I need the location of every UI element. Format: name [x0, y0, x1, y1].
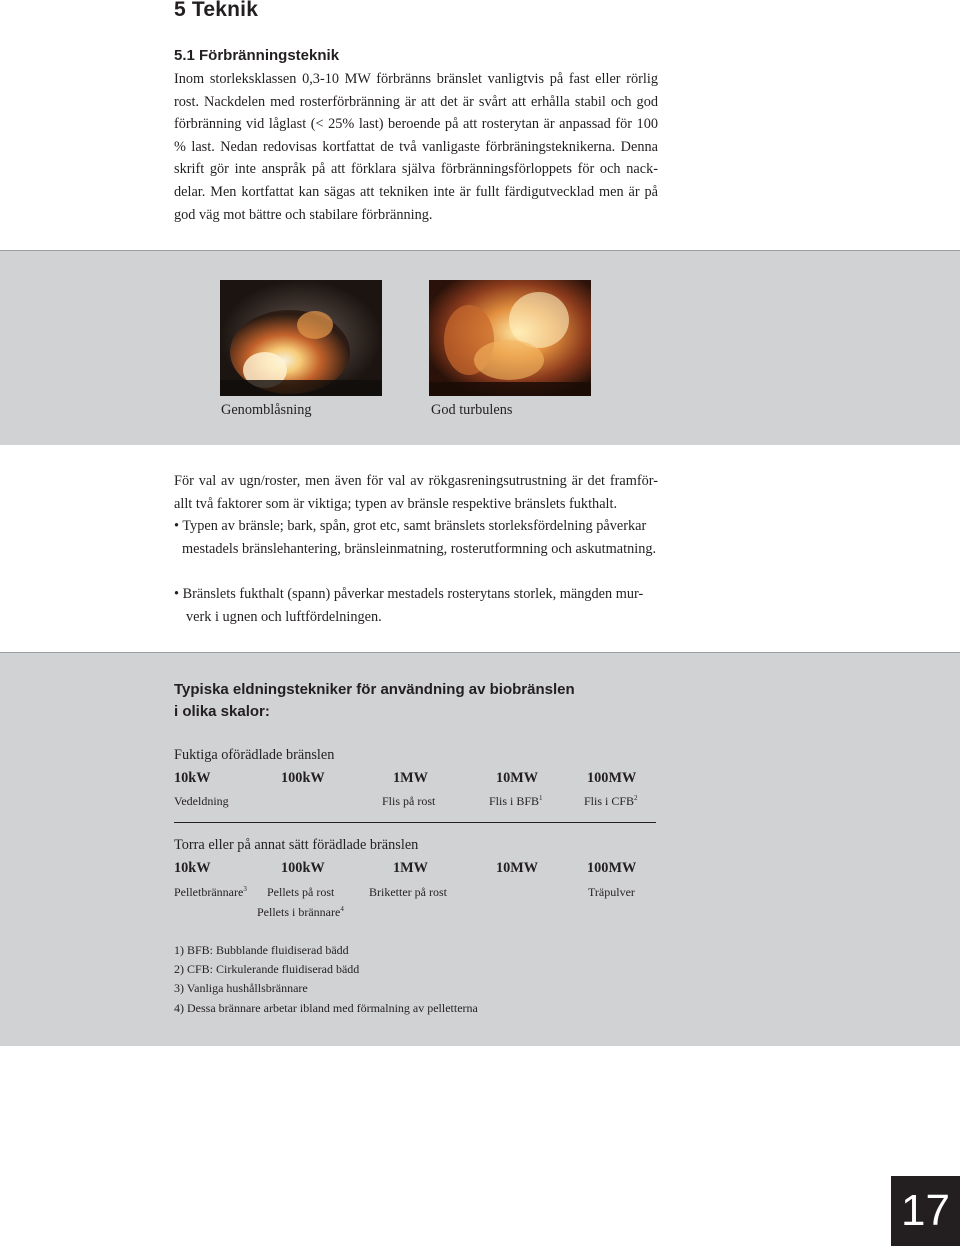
technique-pellets-rost: Pellets på rost — [267, 885, 335, 899]
technique-briketter: Briketter på rost — [369, 885, 447, 899]
technique-trapulver: Träpulver — [588, 885, 635, 899]
footnote: 1) BFB: Bubblande fluidiserad bädd — [174, 943, 349, 957]
bullet-line: verk i ugnen och luftfördelningen. — [186, 608, 382, 625]
moist-fuels-title: Fuktiga oförädlade bränslen — [174, 747, 335, 763]
scale-label: 1MW — [393, 770, 428, 786]
scale-label: 100MW — [587, 770, 637, 786]
table-divider — [174, 822, 656, 823]
scale-label: 10MW — [496, 770, 539, 786]
footnote: 4) Dessa brännare arbetar ibland med förmalning av pelletterna — [174, 1001, 478, 1015]
footnote: 2) CFB: Cirkulerande fluidiserad bädd — [174, 962, 360, 976]
bullet-item — [174, 583, 658, 628]
technique-vedeldning: Vedeldning — [174, 794, 229, 808]
technique-flis-bfb: Flis i BFB$^1$ — [489, 794, 543, 808]
photo-caption: God turbulens — [431, 402, 513, 418]
photo-caption: Genomblåsning — [221, 402, 312, 418]
scale-label: 100kW — [281, 770, 325, 786]
scale-label: 10kW — [174, 860, 211, 876]
table-heading-line: Typiska eldningstekniker för användning av biobränslen — [174, 681, 575, 698]
page-number-box — [891, 1176, 960, 1246]
combustion-photo-god-turbulens — [429, 280, 591, 396]
intro-paragraph: Inom storleksklassen 0,3-10 MW förbränns bränslet vanligtvis på fast eller rörlig rost. Nackdelen med rosterförbränning är att det är svårt att erhålla stabil och god förbränning vid låglast (< 25% last) beroende på att rosterytan är anpassad för 100 % last. Nedan redovisas kortfattat de två vanligaste förbräningsteknikerna. Denna skrift gör inte anspråk på att förklara själva förbränningsförloppets för och nack-delar. Men kortfattat kan sägas att tekniken inte är fullt färdigutvecklad men är på god väg mot bättre och stabilare förbränning. — [174, 71, 658, 223]
footnote: 3) Vanliga hushållsbrännare — [174, 981, 308, 995]
scale-label: 10kW — [174, 770, 211, 786]
photo-band — [0, 250, 960, 445]
table-heading-line: i olika skalor: — [174, 703, 270, 720]
table-heading — [174, 679, 575, 723]
technique-pellets-brannare: Pellets i brännare$^4$ — [257, 905, 344, 919]
bullet-line: • Typen av bränsle; bark, spån, grot etc, samt bränslets storleksfördelning påverkar — [174, 518, 647, 534]
factors-paragraph: För val av ugn/roster, men även för val av rökgasreningsutrustning är det framför-allt två faktorer som är viktiga; typen av bränsle respektive bränslets fukthalt. — [174, 473, 658, 512]
page-number: 17 — [901, 1186, 950, 1235]
chapter-title: 5 Teknik — [174, 0, 259, 21]
scale-label: 10MW — [496, 860, 539, 876]
bullet-item — [174, 515, 658, 560]
scale-label: 100kW — [281, 860, 325, 876]
bullet-line: mestadels bränslehantering, bränsleinmatning, rosterutformning och askutmatning. — [182, 540, 657, 557]
technique-pelletbrannare: Pelletbrännare$^3$ — [174, 885, 247, 899]
techniques-table-band — [0, 652, 960, 1046]
bullet-line: • Bränslets fukthalt (spann) påverkar mestadels rosterytans storlek, mängden mur- — [174, 586, 644, 602]
combustion-photo-genomblasning — [220, 280, 382, 396]
dry-fuels-title: Torra eller på annat sätt förädlade bränslen — [174, 837, 419, 853]
technique-flis-cfb: Flis i CFB$^2$ — [584, 794, 638, 808]
technique-flis-rost: Flis på rost — [382, 794, 436, 808]
scale-label: 1MW — [393, 860, 428, 876]
section-heading: 5.1 Förbränningsteknik — [174, 47, 340, 64]
scale-label: 100MW — [587, 860, 637, 876]
